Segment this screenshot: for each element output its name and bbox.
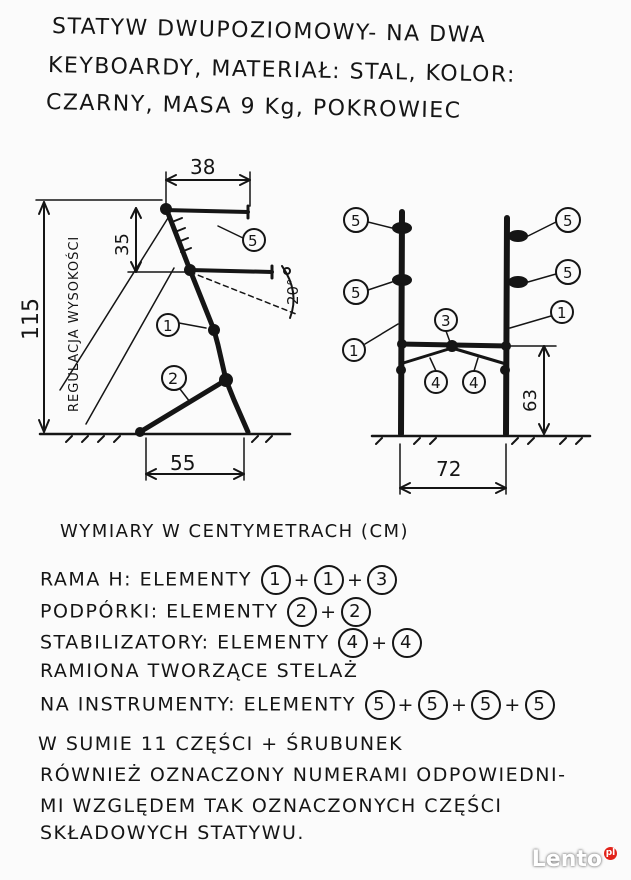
- front-left-upright: [401, 212, 402, 434]
- lento-watermark: [532, 847, 617, 872]
- label-regulation: REGULACJA WYSOKOŚCI: [67, 235, 82, 412]
- front-callout-4b-text: 4: [469, 374, 479, 392]
- front-callout-5d-text: 5: [563, 264, 573, 282]
- summary-line-4: SKŁADOWYCH STATYWU.: [40, 822, 305, 844]
- front-view: [343, 208, 590, 494]
- supports-line: PODPÓRKI: ELEMENTY 2 + 2: [40, 597, 372, 627]
- label-38: 38: [190, 155, 216, 179]
- watermark-suffix: pl: [605, 848, 616, 858]
- part-badge: 5: [418, 690, 448, 720]
- side-callout-5-text: 5: [248, 232, 258, 250]
- arms-line-2: NA INSTRUMENTY: ELEMENTY 5 + 5 + 5 + 5: [40, 690, 556, 720]
- side-callout-2-text: 2: [168, 369, 179, 388]
- part-badge: 1: [261, 565, 291, 595]
- units-note: WYMIARY W CENTYMETRACH (CM): [60, 521, 410, 542]
- frame-line: RAMA H: ELEMENTY 1 + 1 + 3: [40, 565, 398, 595]
- part-badge: 5: [525, 690, 555, 720]
- summary-line-2: RÓWNIEŻ OZNACZONY NUMERAMI ODPOWIEDNI-: [40, 764, 567, 786]
- part-badge: 5: [365, 690, 395, 720]
- label-72: 72: [436, 457, 462, 481]
- summary-line-3: MI WZGLĘDEM TAK OZNACZONYCH CZĘŚCI: [40, 795, 503, 817]
- side-lower-arm: [190, 270, 272, 272]
- label-115: 115: [19, 298, 44, 340]
- arms-line-1: RAMIONA TWORZĄCE STELAŻ: [40, 660, 359, 682]
- label-63: 63: [520, 389, 541, 412]
- part-badge: 4: [338, 628, 368, 658]
- part-badge: 1: [314, 565, 344, 595]
- part-badge: 4: [392, 628, 422, 658]
- stabilizers-label: STABILIZATORY: ELEMENTY: [40, 631, 330, 654]
- title-line-3: CZARNY, MASA 9 Kg, POKROWIEC: [45, 90, 462, 124]
- title-line-1: STATYW DWUPOZIOMOWY- NA DWA: [51, 14, 487, 49]
- side-callout-1-text: 1: [163, 317, 173, 335]
- part-badge: 2: [341, 597, 371, 627]
- side-support-leg: [140, 380, 226, 432]
- front-callout-5c-text: 5: [563, 212, 573, 230]
- part-badge: 5: [471, 690, 501, 720]
- front-callout-5b-text: 5: [351, 284, 361, 302]
- watermark-brand: Lento: [531, 847, 602, 872]
- front-ground-hatch: [376, 438, 582, 444]
- front-callout-5a-text: 5: [351, 212, 361, 230]
- part-badge: 3: [367, 565, 397, 595]
- label-35: 35: [112, 233, 133, 256]
- arms-label: NA INSTRUMENTY: ELEMENTY: [40, 693, 356, 716]
- label-55: 55: [170, 451, 196, 475]
- side-ground-hatch: [66, 436, 272, 442]
- stabilizers-line: STABILIZATORY: ELEMENTY 4 + 4: [40, 628, 423, 658]
- frame-label: RAMA H: ELEMENTY: [40, 568, 253, 591]
- front-callout-4a-text: 4: [431, 374, 441, 392]
- side-top-arm: [164, 210, 248, 212]
- front-callout-1b-text: 1: [557, 304, 567, 322]
- front-callout-3-text: 3: [441, 312, 451, 330]
- summary-line-1: W SUMIE 11 CZĘŚCI + ŚRUBUNEK: [38, 733, 404, 755]
- label-angle: 20°: [284, 278, 302, 305]
- supports-label: PODPÓRKI: ELEMENTY: [40, 600, 279, 623]
- front-right-upright: [506, 218, 507, 434]
- title-line-2: KEYBOARDY, MATERIAŁ: STAL, KOLOR:: [47, 53, 517, 88]
- front-callout-1a-text: 1: [349, 342, 359, 360]
- part-badge: 2: [287, 597, 317, 627]
